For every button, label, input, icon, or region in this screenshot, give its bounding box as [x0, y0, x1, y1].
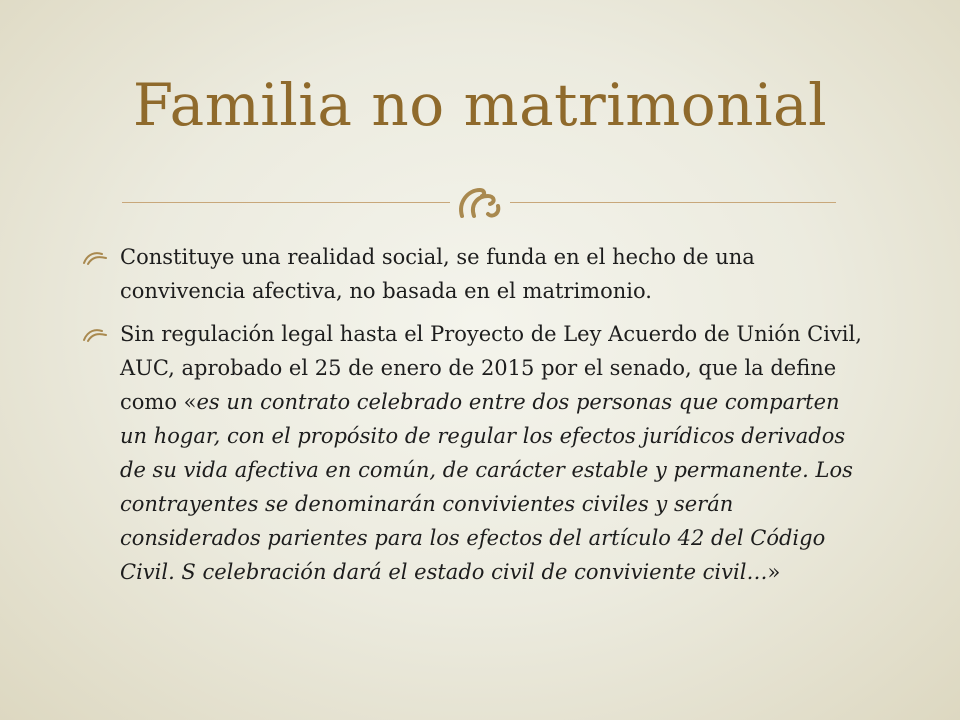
bullet-item	[82, 240, 872, 308]
slide-title: Familia no matrimonial	[132, 71, 828, 139]
leaf-bullet-icon	[82, 327, 108, 343]
title-divider-left	[122, 202, 450, 203]
bullet-text: Constituye una realidad social, se funda en el hecho de una convivencia afectiva, no basada en el matrimonio.	[120, 245, 755, 303]
bullet-item	[82, 317, 872, 589]
double-swirl-ornament-icon	[448, 178, 512, 226]
bullet-text: Sin regulación legal hasta el Proyecto de Ley Acuerdo de Unión Civil, AUC, aprobado el 25 de enero de 2015 por el senado, que la define como «	[120, 322, 862, 414]
leaf-bullet-icon	[82, 250, 108, 266]
bullet-quote-close: »	[767, 560, 781, 584]
slide-body	[82, 240, 872, 598]
bullet-quote-italic: es un contrato celebrado entre dos personas que comparten un hogar, con el propósito de regular los efectos jurídicos derivados de su vida afectiva en común, de carácter estable y permanente. Los contrayentes se denominarán convivientes civiles y serán considerados parientes para los efectos del artículo 42 del Código Civil. S celebración dará el estado civil de conviviente civil…	[120, 390, 853, 584]
title-divider-right	[510, 202, 836, 203]
